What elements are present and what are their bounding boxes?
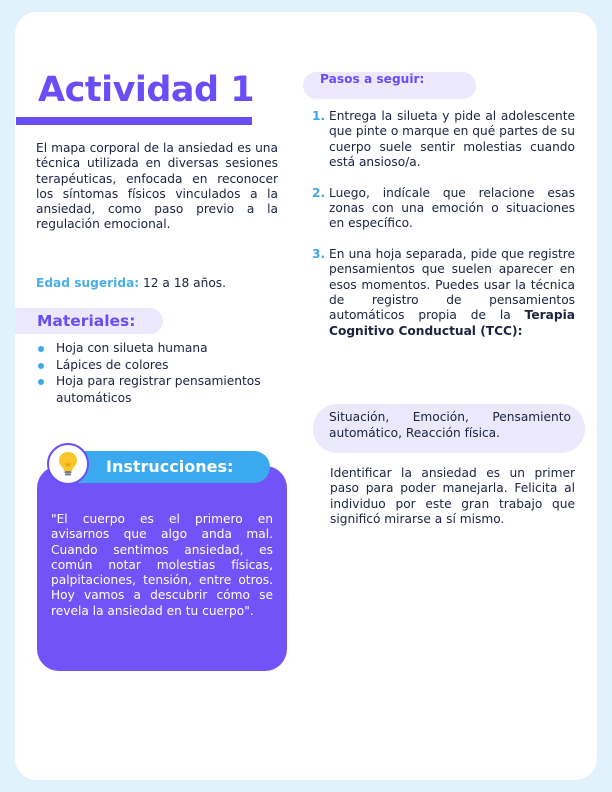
list-item: Lápices de colores xyxy=(36,357,276,374)
suggested-age xyxy=(36,276,226,290)
steps-heading: Pasos a seguir: xyxy=(303,72,476,99)
instructions-heading: Instrucciones: xyxy=(62,451,270,483)
list-item: Hoja con silueta humana xyxy=(36,340,276,357)
bullet-icon xyxy=(38,346,44,352)
list-item: 3. En una hoja separada, pide que registre pensamientos que suelen aparecer en esos momentos. Puedes usar la técnica de registro de pensamientos automáticos propia de la Terapia Cognitivo Conductual (TCC): xyxy=(312,246,575,338)
list-item: 2. Luego, indícale que relacione esas zonas con una emoción o situaciones en específico. xyxy=(312,185,575,231)
record-fields-box: Situación, Emoción, Pensamiento automático, Reacción física. xyxy=(313,404,585,453)
tcc-highlight: Terapia Cognitivo Conductual (TCC): xyxy=(329,308,575,338)
intro-paragraph: El mapa corporal de la ansiedad es una técnica utilizada en diversas sesiones terapéuticas, enfocada en reconocer los síntomas físicos vinculados a la ansiedad, como paso previo a la regulación emocional. xyxy=(36,141,278,232)
list-item: Hoja para registrar pensamientos automáticos xyxy=(36,373,276,406)
materials-heading: Materiales: xyxy=(15,308,163,334)
bullet-icon xyxy=(38,379,44,385)
materials-list xyxy=(36,340,276,406)
suggested-age-value: 12 a 18 años. xyxy=(139,276,227,290)
lightbulb-icon xyxy=(47,443,89,485)
step-number: 3. xyxy=(312,246,326,261)
closing-paragraph: Identificar la ansiedad es un primer paso para poder manejarla. Felicita al individuo por este gran trabajo que significó mirarse a sí mismo. xyxy=(330,466,575,527)
list-item: 1. Entrega la silueta y pide al adolescente que pinte o marque en qué partes de su cuerpo suele sentir molestias cuando está ansioso/a. xyxy=(312,109,575,170)
page-title: Actividad 1 xyxy=(38,70,255,110)
step-number: 2. xyxy=(312,185,326,200)
instructions-text: "El cuerpo es el primero en avisarnos que algo anda mal. Cuando sentimos ansiedad, es común notar molestias físicas, palpitaciones, tensión, entre otros. Hoy vamos a descubrir cómo se revela la ansiedad en tu cuerpo". xyxy=(51,512,273,618)
bullet-icon xyxy=(38,363,44,369)
suggested-age-label: Edad sugerida: xyxy=(36,276,140,290)
steps-list xyxy=(312,109,575,354)
step-number: 1. xyxy=(312,109,326,123)
title-underline xyxy=(16,117,252,125)
